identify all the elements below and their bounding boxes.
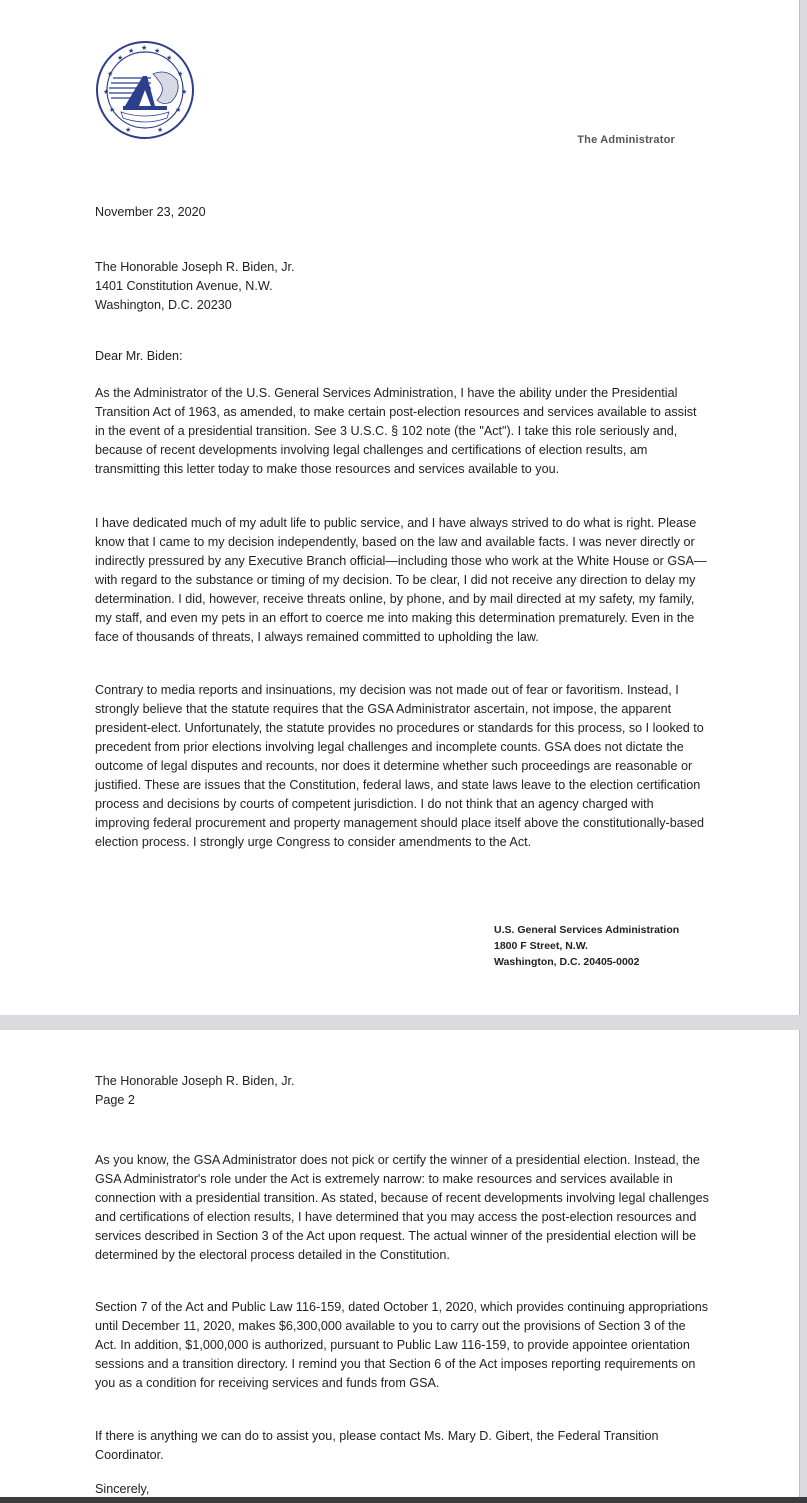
paragraph-2: I have dedicated much of my adult life to public service, and I have always strived to do what is right. Please know that I came to my decision independently, based on the law and available facts. I was never directly or indirectly pressured by any Executive Branch official—including those who work at the White House or GSA—with regard to the substance or timing of my decision. To be clear, I did not receive any direction to delay my determination. I did, however, receive threats online, by phone, and by mail directed at my safety, my family, my staff, and even my pets in an effort to coerce me into making this determination prematurely. Even in the face of thousands of threats, I always remained committed to upholding the law. (95, 516, 707, 644)
gsa-address-line-1: U.S. General Services Administration (494, 924, 680, 936)
page-2-paragraph-2: Section 7 of the Act and Public Law 116-159, dated October 1, 2020, which provides continuing appropriations until December 11, 2020, makes $6,300,000 available to you to carry out the provisions of Section 3 of the Act. In addition, $1,000,000 is authorized, pursuant to Public Law 116-159, to provide appointee orientation sessions and a transition directory. I remind you that Section 6 of the Act imposes reporting requirements on you as a condition for receiving services and funds from GSA. (95, 1300, 709, 1390)
recipient-address (95, 258, 709, 315)
page-2-header (95, 1072, 709, 1110)
gsa-seal-logo (95, 40, 195, 140)
recipient-name: The Honorable Joseph R. Biden, Jr. (95, 260, 295, 274)
page-2-number: Page 2 (95, 1093, 135, 1107)
recipient-city: Washington, D.C. 20230 (95, 298, 232, 312)
svg-text:★: ★ (177, 70, 184, 78)
page-2-recipient: The Honorable Joseph R. Biden, Jr. (95, 1074, 295, 1088)
page-2-paragraph-1: As you know, the GSA Administrator does not pick or certify the winner of a presidential election. Instead, the GSA Administrator's role under the Act is extremely narrow: to make resources and services available in connection with a presidential transition. As stated, because of recent developments involving legal challenges and certifications of election results, I have determined that you may access the post-election resources and services described in Section 3 of the Act upon request. The actual winner of the presidential election will be determined by the electoral process detailed in the Constitution. (95, 1153, 709, 1262)
svg-text:★: ★ (107, 70, 114, 78)
paragraph-1: As the Administrator of the U.S. General Services Administration, I have the ability under the Presidential Transition Act of 1963, as amended, to make certain post-election resources and services available to assist in the event of a presidential transition. See 3 U.S.C. § 102 note (the "Act"). I take this role seriously and, because of recent developments involving legal challenges and certifications of election results, am transmitting this letter today to make those resources and services available to you. (95, 386, 697, 476)
page-2-paragraph-3: If there is anything we can do to assist you, please contact Ms. Mary D. Gibert, the Federal Transition Coordinator. (95, 1429, 659, 1462)
svg-text:★: ★ (128, 47, 135, 55)
svg-text:★: ★ (175, 106, 182, 114)
gsa-address-line-2: 1800 F Street, N.W. (494, 940, 588, 952)
bottom-edge-bar (0, 1497, 807, 1503)
svg-text:★: ★ (154, 47, 161, 55)
svg-text:★: ★ (141, 44, 148, 52)
recipient-street: 1401 Constitution Avenue, N.W. (95, 279, 273, 293)
paragraph-3: Contrary to media reports and insinuations, my decision was not made out of fear or favoritism. Instead, I strongly believe that the statute requires that the GSA Administrator ascertain, not impose, the apparent president-elect. Unfortunately, the statute provides no procedures or standards for this process, so I looked to precedent from prior elections involving legal challenges and incomplete counts. GSA does not dictate the outcome of legal disputes and recounts, nor does it determine whether such proceedings are reasonable or justified. These are issues that the Constitution, federal laws, and state laws leave to the election certification process and decisions by courts of competent jurisdiction. I do not think that an agency charged with improving federal procurement and property management should place itself above the constitutionally-based election process. I strongly urge Congress to consider amendments to the Act. (95, 683, 705, 849)
svg-text:★: ★ (117, 54, 124, 62)
administrator-title: The Administrator (577, 134, 675, 146)
gsa-address-line-3: Washington, D.C. 20405-0002 (494, 956, 640, 968)
svg-text:★: ★ (181, 88, 188, 96)
svg-text:★: ★ (125, 126, 132, 134)
closing: Sincerely, (95, 1482, 150, 1496)
svg-text:★: ★ (103, 88, 110, 96)
salutation: Dear Mr. Biden: (95, 349, 183, 363)
letter-date: November 23, 2020 (95, 205, 206, 219)
svg-text:★: ★ (157, 126, 164, 134)
svg-text:★: ★ (166, 54, 173, 62)
gsa-footer-address (494, 922, 679, 970)
svg-text:★: ★ (109, 106, 116, 114)
